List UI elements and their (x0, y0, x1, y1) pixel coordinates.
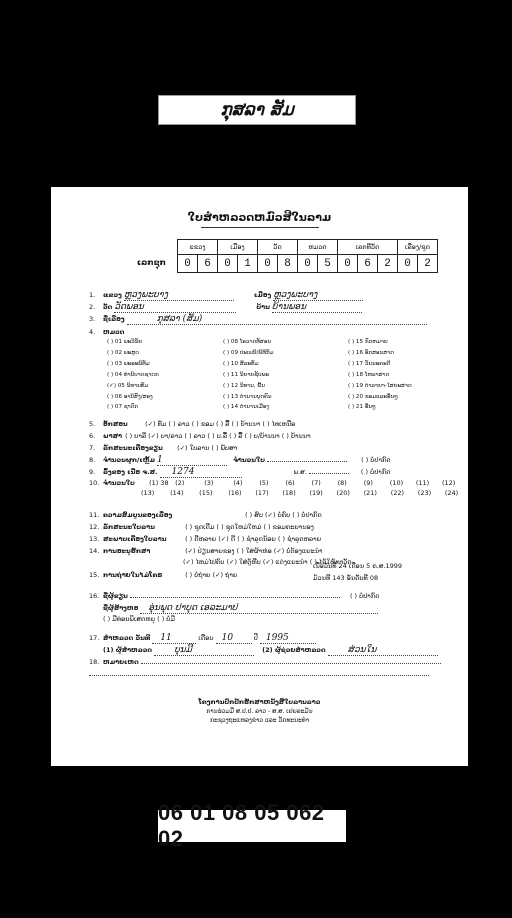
microfilm-date: ເນື່ອວັນທີ 24 ເດືອນ 5 ຄ.ສ.1999 (313, 562, 403, 570)
field-leaves-row2: (13) (14) (15) (16) (17) (18) (19) (20) (21) (22) (23) (24) (141, 489, 459, 497)
cs-year-value: 1274 (160, 467, 242, 478)
code-digit: 0 (218, 255, 238, 273)
code-header: ເລືອງ/ຊຸດ (398, 240, 438, 255)
field-category: 4. ຫມວດ (89, 328, 125, 336)
field-survey-date: 17. ສຳຫລວດ ວັນທີ 11 ເດືອນ 10 ປີ 1995 (89, 633, 316, 644)
code-table (177, 239, 438, 273)
field-surveyors: (1) ຜູ້ສຳຫລວດ ບຸນມີ (2) ຜູ້ຊ່ວຍສຳຫລວດ ສ່ວນໃນ (103, 645, 438, 656)
code-digit: 0 (298, 255, 318, 273)
category-col-2: ( ) 08 ໂອວາດທັສອນ ( ) 09 ປະເພນີ/ພິທີກັມ ( ) 10 ສີລະທັມ ( ) 11 ນິຍາຍຊັບພະ ( ) 12 ນິທານ, ພື້ນ ( ) 13 ຕຳນານບຸດຄົນ ( ) 14 ຕຳນານເມືອງ (223, 339, 274, 411)
survey-month: 10 (216, 633, 252, 644)
manuscript-form (51, 187, 468, 766)
field-author: 16. ຊື່ຜູ້ຂຽນ ( ) ບໍ່ປາກົດ (89, 592, 380, 600)
field-script: 5. ອັກສອນ (✓) ທັມ ( ) ລາວ ( ) ຂອມ ( ) ລື້ ( ) ບ້ານນາ ( ) ໄທເຫນືອ (89, 420, 296, 428)
field-date: 9. ລຶ້ງຂອງ ເນື່ອ ຈ.ສ. 1274 ພ.ສ. ( ) ບໍ່ປາກົດ (89, 467, 391, 477)
code-digit: 0 (338, 255, 358, 273)
field-preservation-2: (✓) ໄຫມ່ໄປຄົບ (✓) ໃສ່ຕູ້ຫີບ (✓) ແຕ່ງແຍະນຳ ( ) ໄດ້ໃຫ້ທາວັດ (183, 558, 352, 566)
survey-day: 11 (152, 633, 196, 644)
sponsor-value: ອຸ່ນພຸດ ປາບຸດ ເອລະມາປ (140, 603, 378, 614)
code-header: ແຂວງ (178, 240, 218, 255)
code-digit: 0 (398, 255, 418, 273)
field-condition: 13. ສະພາບເຄື່ອງໃບລານ ( ) ດີຫລາຍ (✓) ດີ ( ) ຊຳລຸດນ້ອຍ ( ) ຊຳລຸດຫລາຍ (89, 535, 322, 543)
category-col-1: ( ) 01 ພະວິນັຍ ( ) 02 ພະສູດ ( ) 03 ພະອະພິທັມ ( ) 04 ທຳນິບາດຊາດກ (✓) 05 ນິທານທັມ ( ) 06 ອານິສົງ/ສອງ ( ) 07 ຊາດົກ (107, 339, 159, 411)
survey-year: 1995 (260, 633, 316, 644)
code-header: ຫມວດ (298, 240, 338, 255)
code-label: ເລກຊຸກ (137, 258, 166, 267)
field-title: 3. ຊື່ເລືອງ ກຸສລາ (ສັມ) (89, 314, 427, 325)
code-header: ວັດ (258, 240, 298, 255)
code-digit: 5 (318, 255, 338, 273)
category-col-3: ( ) 15 ກົດຫມາຍ ( ) 16 ອັກສອນສາດ ( ) 17 ວັນນະຄະດີ ( ) 18 ໂຫລາສາດ ( ) 19 ຕຳລາຍາ-ໄສຍະສາດ ( ) 20 ຂອມແລະອື່ນໆ ( ) 21 ອື່ນໆ (348, 339, 412, 411)
assistant-value: ສ່ວນໃນ (328, 645, 438, 656)
code-digit: 8 (278, 255, 298, 273)
code-header: ເລກທີວັດ (338, 240, 398, 255)
code-digit: 0 (178, 255, 198, 273)
district-value: ຫຼວງພະບາງ (273, 290, 363, 301)
village-value: ບ້ານພອນ (272, 302, 362, 313)
field-leaves: 10. ຈຳນວນໃບ (1) 38 (2) (3) (4) (5) (6) (7) (8) (9) (10) (11) (12) (89, 479, 456, 487)
field-special: ( ) ມີທ່ອນພິເສດຫຍຸ ( ) ບໍ່ມີ (103, 615, 175, 623)
code-digit: 2 (418, 255, 438, 273)
field-temple: 2. ວັດ ວັດພອນ ບ້ານ ບ້ານພອນ (89, 302, 362, 313)
code-digit: 1 (238, 255, 258, 273)
field-microfilm: 15. ການຖ່າຍໃນໄມ່ໂຄຣ ( ) ບໍ່ຖ່າຍ (✓) ຖ່າຍ (89, 571, 238, 579)
code-digit: 6 (198, 255, 218, 273)
project-footer: ໂຄງການປົກປັກຮັກສາຫນັງສືໃບລານລາວ ການຮ່ວມມື ສ.ປ.ປ. ລາວ - ສ.ສ. ເຢຍລະມັນ ກະຊວງຖະແຫລງຂ່າວ ແລະ ວັດທະນະທຳ (198, 698, 321, 724)
code-header: ເມືອງ (218, 240, 258, 255)
field-notes: 18. ຫມາຍເຫດ (89, 658, 441, 666)
surveyor-value: ບຸນມີ (154, 645, 254, 656)
field-completeness: 11. ຄວາມສົມບູນຂອງເລື່ອງ ( ) ສົບ (✓) ບໍ່ຄົບ ( ) ບໍ່ປາກົດ (89, 511, 322, 519)
field-sponsor: ຊື່ຜູ້ສ້າງຫອ ອຸ່ນພຸດ ປາບຸດ ເອລະມາປ (103, 603, 378, 614)
field-material: 7. ລັກສະນະເຄື່ອງຂຽນ (✓) ໃບລານ ( ) ພັບສາ (89, 444, 238, 452)
field-bundles: 8. ຈຳນວນຜູກ/ເຫຼັ້ມ 1 ຈຳນວນໃບ ( ) ບໍ່ປາກົດ (89, 455, 391, 465)
field-leaf-type: 12. ລັກສະນະໃບລານ ( ) ຊຸດເດີມ ( ) ຊຸດໃຫມ່ໃຫມ່ ( ) ຂອມຄະຍານອງ (89, 523, 314, 531)
manuscript-title-value: ກຸສລາ (ສັມ) (127, 314, 427, 325)
code-digit: 6 (358, 255, 378, 273)
form-title: ໃບສຳຫລວດຫມົວສີໃນລາມ (51, 211, 468, 224)
microfilm-roll: ມ້ວນທີ 143 ອັນດັບທີ 08 (313, 574, 379, 582)
temple-value: ວັດພອນ (114, 302, 236, 313)
code-digit: 2 (378, 255, 398, 273)
bottom-code: 06 01 08 05 062 02 (158, 810, 346, 842)
header-title: ກຸສລາ ສັມ (158, 95, 356, 125)
field-province: 1. ແຂວງ ຫຼວງພະບາງ ເມືອງ ຫຼວງພະບາງ (89, 290, 363, 301)
province-value: ຫຼວງພະບາງ (124, 290, 234, 301)
field-language: 6. ພາສາ ( ) ບາລີ (✓) ບາ/ລາວ ( ) ລາວ ( ) ບ.ລື້ ( ) ລື້ ( ) ບ/ບ້ານນາ ( ) ບ້ານນາ (89, 432, 311, 440)
notes-line (89, 670, 429, 678)
field-preservation: 14. ການອະນຸຮັກສາ (✓) ປ່ຽນສາຍຂອງ ( ) ໃສ່ຜ້າຫ່ອ (✓) ບໍ່ຕ້ອງແຍະນຳ (89, 547, 323, 555)
code-digit: 0 (258, 255, 278, 273)
